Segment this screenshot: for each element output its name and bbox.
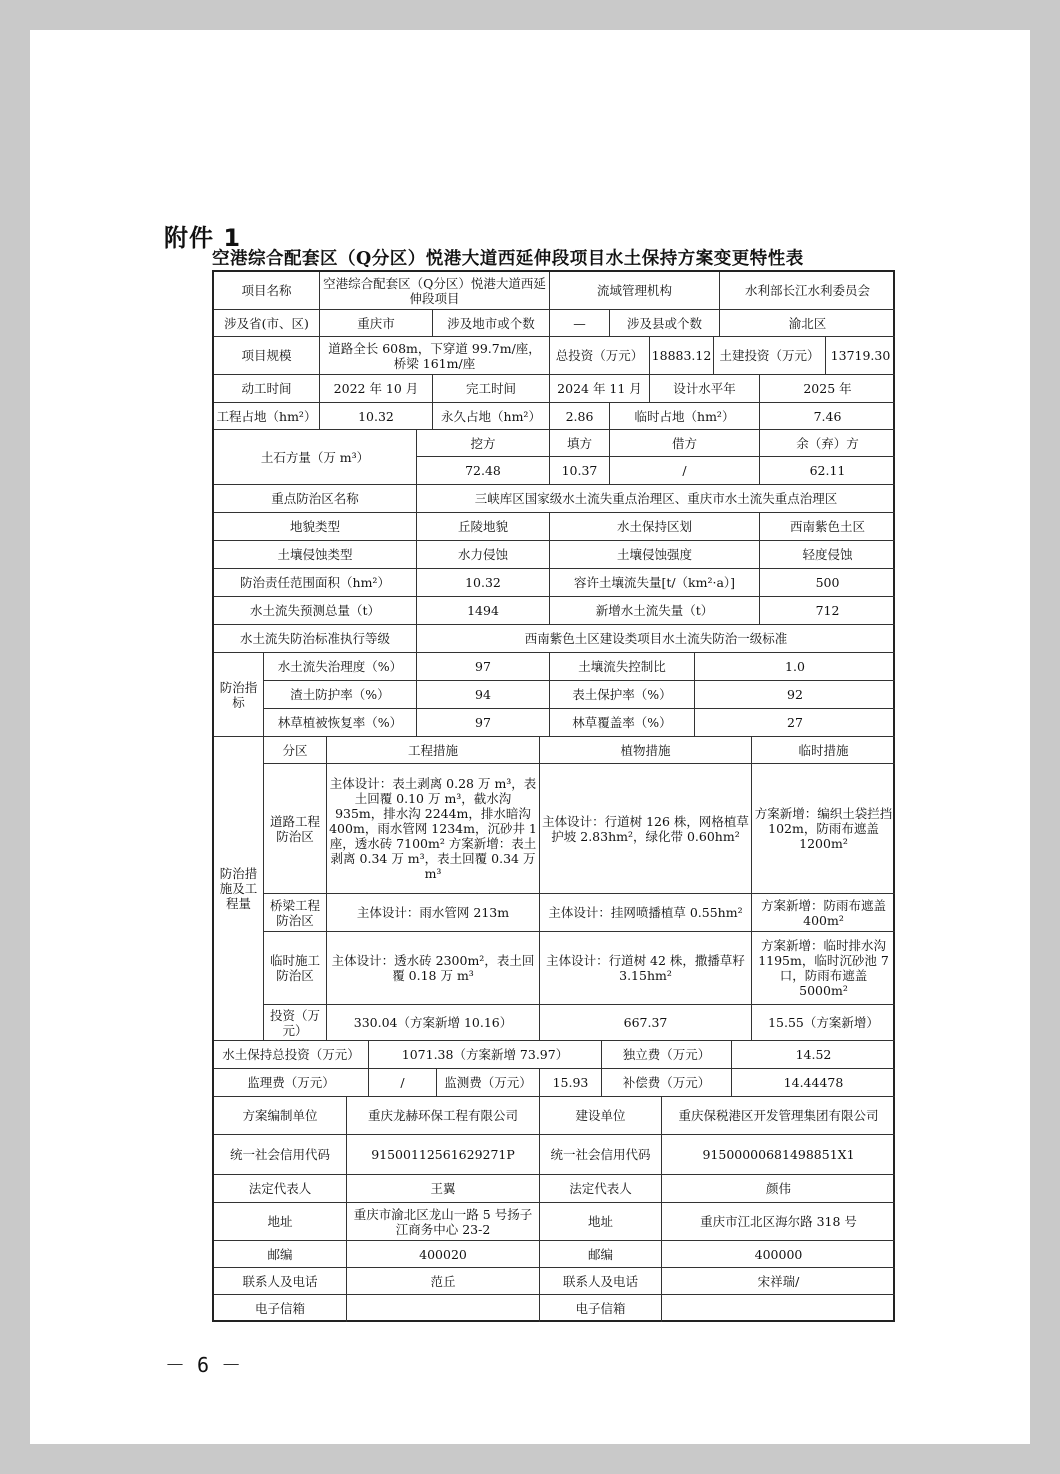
cell-contact-label-1: 联系人及电话: [214, 1268, 347, 1295]
cell-monitoring-fee-label: 监测费（万元）: [437, 1069, 540, 1097]
cell-build-unit-label: 建设单位: [540, 1097, 662, 1135]
cell-sw-total-label: 水土保持总投资（万元）: [214, 1041, 369, 1069]
cell-key-zone: 三峡库区国家级水土流失重点治理区、重庆市水土流失重点治理区: [417, 485, 895, 513]
cell-province-label: 涉及省(市、区): [214, 310, 320, 337]
cell-land: 10.32: [320, 403, 433, 430]
cell-start: 2022 年 10 月: [320, 375, 433, 403]
cell-temp-construction-plant: 主体设计：行道树 42 株，撒播草籽 3.15hm²: [540, 932, 752, 1005]
cell-legal-1: 王翼: [347, 1175, 540, 1203]
cell-t1: 97: [417, 653, 550, 681]
cell-temp-construction-engineering: 主体设计：透水砖 2300m²，表土回覆 0.18 万 m³: [327, 932, 540, 1005]
cell-t1-label: 水土流失治理度（%）: [264, 653, 417, 681]
cell-zone-bridge: 桥梁工程防治区: [264, 894, 327, 932]
cell-permanent-land-label: 永久占地（hm²）: [433, 403, 550, 430]
cell-land-label: 工程占地（hm²）: [214, 403, 320, 430]
cell-legal-label-1: 法定代表人: [214, 1175, 347, 1203]
cell-t3-label: 渣土防护率（%）: [264, 681, 417, 709]
cell-email-label-2: 电子信箱: [540, 1295, 662, 1322]
cell-bridge-plant: 主体设计：挂网喷播植草 0.55hm²: [540, 894, 752, 932]
cell-temp-construction-temporary: 方案新增：临时排水沟 1195m，临时沉砂池 7 口，防雨布遮盖 5000m²: [752, 932, 895, 1005]
cell-basin: 水利部长江水利委员会: [720, 272, 895, 310]
cell-basin-label: 流域管理机构: [550, 272, 720, 310]
cell-scale: 道路全长 608m，下穿道 99.7m/座，桥梁 161m/座: [320, 337, 550, 375]
cell-project-name-label: 项目名称: [214, 272, 320, 310]
cell-new-loss: 712: [760, 597, 895, 625]
cell-postcode-label-2: 邮编: [540, 1241, 662, 1268]
cell-erosion-level: 轻度侵蚀: [760, 541, 895, 569]
page-number: － 6 －: [165, 1353, 242, 1377]
cell-division-label: 水土保持区划: [550, 513, 760, 541]
cell-t5: 97: [417, 709, 550, 737]
cell-sw-total: 1071.38（方案新增 73.97）: [369, 1041, 602, 1069]
cell-temporary-header: 临时措施: [752, 737, 895, 764]
cell-engineering-header: 工程措施: [327, 737, 540, 764]
cell-dig-label: 挖方: [417, 430, 550, 457]
cell-erosion-type: 水力侵蚀: [417, 541, 550, 569]
cell-contact-1: 范丘: [347, 1268, 540, 1295]
cell-zone-header: 分区: [264, 737, 327, 764]
cell-finish: 2024 年 11 月: [550, 375, 650, 403]
cell-postcode-1: 400020: [347, 1241, 540, 1268]
cell-postcode-2: 400000: [662, 1241, 895, 1268]
cell-t5-label: 林草植被恢复率（%）: [264, 709, 417, 737]
cell-credit-label-1: 统一社会信用代码: [214, 1135, 347, 1175]
cell-start-label: 动工时间: [214, 375, 320, 403]
cell-fill: 10.37: [550, 457, 610, 485]
cell-t2: 1.0: [695, 653, 895, 681]
cell-investment-engineering: 330.04（方案新增 10.16）: [327, 1005, 540, 1041]
cell-contact-2: 宋祥瑞/: [662, 1268, 895, 1295]
cell-zone-temp-construction: 临时施工防治区: [264, 932, 327, 1005]
cell-email-2: [662, 1295, 895, 1322]
cell-landform: 丘陵地貌: [417, 513, 550, 541]
cell-address-label-1: 地址: [214, 1203, 347, 1241]
cell-landform-label: 地貌类型: [214, 513, 417, 541]
cell-monitoring-fee: 15.93: [540, 1069, 602, 1097]
cell-road-temporary: 方案新增：编织土袋拦挡 102m，防雨布遮盖 1200m²: [752, 764, 895, 894]
cell-contact-label-2: 联系人及电话: [540, 1268, 662, 1295]
cell-legal-2: 颜伟: [662, 1175, 895, 1203]
cell-credit-1: 91500112561629271P: [347, 1135, 540, 1175]
cell-investment-plant: 667.37: [540, 1005, 752, 1041]
cell-borrow: /: [610, 457, 760, 485]
cell-erosion-type-label: 土壤侵蚀类型: [214, 541, 417, 569]
cell-investment-temporary: 15.55（方案新增）: [752, 1005, 895, 1041]
characteristics-table: [212, 270, 895, 1322]
cell-bridge-temporary: 方案新增：防雨布遮盖 400m²: [752, 894, 895, 932]
cell-supervision-fee-label: 监理费（万元）: [214, 1069, 369, 1097]
cell-t6-label: 林草覆盖率（%）: [550, 709, 695, 737]
cell-city-label: 涉及地市或个数: [433, 310, 550, 337]
cell-fill-label: 填方: [550, 430, 610, 457]
cell-civil-investment: 13719.30: [826, 337, 895, 375]
cell-prep-unit: 重庆龙赫环保工程有限公司: [347, 1097, 540, 1135]
cell-temporary-land: 7.46: [760, 403, 895, 430]
cell-t6: 27: [695, 709, 895, 737]
cell-target-label: 防治指标: [214, 653, 264, 737]
cell-credit-2: 91500000681498851X1: [662, 1135, 895, 1175]
cell-allow-loss: 500: [760, 569, 895, 597]
cell-independent-fee-label: 独立费（万元）: [602, 1041, 732, 1069]
cell-pred-loss-label: 水土流失预测总量（t）: [214, 597, 417, 625]
cell-prep-unit-label: 方案编制单位: [214, 1097, 347, 1135]
cell-borrow-label: 借方: [610, 430, 760, 457]
cell-email-label-1: 电子信箱: [214, 1295, 347, 1322]
cell-total-investment-label: 总投资（万元）: [550, 337, 650, 375]
cell-earthwork-label: 土石方量（万 m³）: [214, 430, 417, 485]
cell-total-investment: 18883.12: [650, 337, 714, 375]
cell-road-plant: 主体设计：行道树 126 株，网格植草护坡 2.83hm²，绿化带 0.60hm²: [540, 764, 752, 894]
attachment-label: 附件 1: [164, 224, 242, 252]
cell-design-year-label: 设计水平年: [650, 375, 760, 403]
cell-address-2: 重庆市江北区海尔路 318 号: [662, 1203, 895, 1241]
cell-resp-area-label: 防治责任范围面积（hm²）: [214, 569, 417, 597]
cell-standard-label: 水土流失防治标准执行等级: [214, 625, 417, 653]
cell-project-name: 空港综合配套区（Q分区）悦港大道西延伸段项目: [320, 272, 550, 310]
cell-civil-investment-label: 土建投资（万元）: [714, 337, 826, 375]
cell-pred-loss: 1494: [417, 597, 550, 625]
cell-address-1: 重庆市渝北区龙山一路 5 号扬子江商务中心 23-2: [347, 1203, 540, 1241]
cell-investment-label: 投资（万元）: [264, 1005, 327, 1041]
cell-build-unit: 重庆保税港区开发管理集团有限公司: [662, 1097, 895, 1135]
cell-dig: 72.48: [417, 457, 550, 485]
cell-address-label-2: 地址: [540, 1203, 662, 1241]
cell-county-label: 涉及县或个数: [610, 310, 720, 337]
cell-supervision-fee: /: [369, 1069, 437, 1097]
cell-t4: 92: [695, 681, 895, 709]
cell-surplus: 62.11: [760, 457, 895, 485]
cell-email-1: [347, 1295, 540, 1322]
cell-measures-label: 防治措施及工程量: [214, 737, 264, 1041]
cell-legal-label-2: 法定代表人: [540, 1175, 662, 1203]
cell-road-engineering: 主体设计：表土剥离 0.28 万 m³，表土回覆 0.10 万 m³，截水沟 935m，排水沟 2244m，排水暗沟 400m，雨水管网 1234m，沉砂井 1 座，透水砖 7100m² 方案新增：表土剥离 0.34 万 m³，表土回覆 0.34 万 m³: [327, 764, 540, 894]
cell-t3: 94: [417, 681, 550, 709]
cell-surplus-label: 余（弃）方: [760, 430, 895, 457]
cell-bridge-engineering: 主体设计：雨水管网 213m: [327, 894, 540, 932]
cell-compensation-fee: 14.44478: [732, 1069, 895, 1097]
cell-key-zone-label: 重点防治区名称: [214, 485, 417, 513]
cell-t2-label: 土壤流失控制比: [550, 653, 695, 681]
cell-standard: 西南紫色土区建设类项目水土流失防治一级标准: [417, 625, 895, 653]
cell-province: 重庆市: [320, 310, 433, 337]
cell-county: 渝北区: [720, 310, 895, 337]
cell-compensation-fee-label: 补偿费（万元）: [602, 1069, 732, 1097]
cell-t4-label: 表土保护率（%）: [550, 681, 695, 709]
cell-zone-road: 道路工程防治区: [264, 764, 327, 894]
cell-new-loss-label: 新增水土流失量（t）: [550, 597, 760, 625]
cell-independent-fee: 14.52: [732, 1041, 895, 1069]
cell-division: 西南紫色土区: [760, 513, 895, 541]
cell-temporary-land-label: 临时占地（hm²）: [610, 403, 760, 430]
document-title: 空港综合配套区（Q分区）悦港大道西延伸段项目水土保持方案变更特性表: [212, 249, 804, 269]
cell-resp-area: 10.32: [417, 569, 550, 597]
cell-plant-header: 植物措施: [540, 737, 752, 764]
cell-scale-label: 项目规模: [214, 337, 320, 375]
cell-design-year: 2025 年: [760, 375, 895, 403]
cell-credit-label-2: 统一社会信用代码: [540, 1135, 662, 1175]
cell-city: —: [550, 310, 610, 337]
cell-permanent-land: 2.86: [550, 403, 610, 430]
cell-allow-loss-label: 容许土壤流失量[t/（km²·a）]: [550, 569, 760, 597]
cell-postcode-label-1: 邮编: [214, 1241, 347, 1268]
cell-erosion-level-label: 土壤侵蚀强度: [550, 541, 760, 569]
cell-finish-label: 完工时间: [433, 375, 550, 403]
